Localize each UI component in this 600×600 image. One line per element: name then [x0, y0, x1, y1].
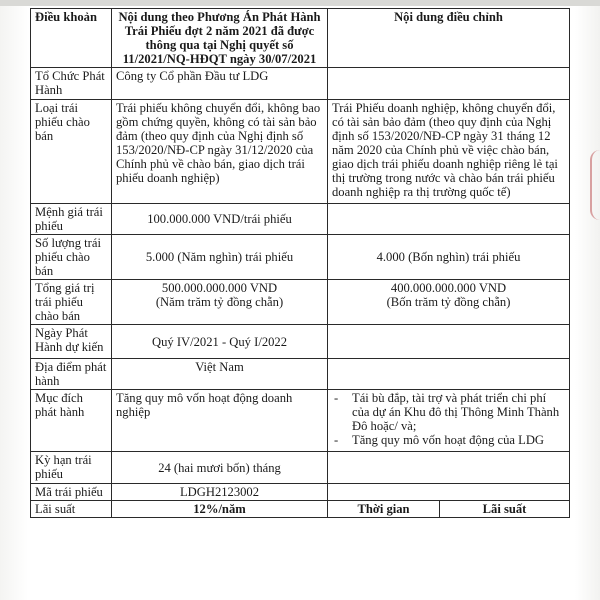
original-cell [112, 280, 328, 325]
adjusted-subheader-time: Thời gian [328, 501, 440, 518]
purpose-list [332, 391, 565, 447]
term-cell: Mã trái phiếu [31, 484, 112, 501]
list-item: - Tái bù đắp, tài trợ và phát triển chi phí của dự án Khu đô thị Thông Minh Thành Đô hoặc/ và; [332, 391, 565, 433]
original-cell: 100.000.000 VND/trái phiếu [112, 204, 328, 235]
original-amount-words: (Năm trăm tỷ đồng chẵn) [155, 295, 284, 309]
adjusted-cell [328, 359, 570, 390]
adjusted-cell [328, 68, 570, 100]
term-cell: Địa điểm phát hành [31, 359, 112, 390]
term-cell: Kỳ hạn trái phiếu [31, 452, 112, 484]
margin-stamp-mark [590, 150, 600, 220]
list-item: - Tăng quy mô vốn hoạt động của LDG [332, 433, 565, 447]
table-row [31, 235, 570, 280]
original-cell: Quý IV/2021 - Quý I/2022 [112, 325, 328, 359]
term-cell: Số lượng trái phiếu chào bán [31, 235, 112, 280]
adjusted-cell: Trái Phiếu doanh nghiệp, không chuyển đổi, có tài sản bảo đảm (theo quy định của Nghị định số 153/2020/NĐ-CP ngày 31 tháng 12 năm 2020 của Chính phủ về việc chào bán, giao dịch trái phiếu doanh nghiệp riêng lẻ tại thị trường trong nước và chào bán trái phiếu doanh nghiệp ra thị trường quốc tế) [328, 100, 570, 204]
term-cell: Loại trái phiếu chào bán [31, 100, 112, 204]
term-cell: Mệnh giá trái phiếu [31, 204, 112, 235]
table-row [31, 390, 570, 452]
adjusted-amount-words: (Bốn trăm tỷ đồng chẵn) [386, 295, 511, 309]
table-row [31, 359, 570, 390]
term-cell: Tổ Chức Phát Hành [31, 68, 112, 100]
term-cell: Mục đích phát hành [31, 390, 112, 452]
header-original-content: Nội dung theo Phương Án Phát Hành Trái Phiếu đợt 2 năm 2021 đã được thông qua tại Nghị quyết số 11/2021/NQ-HĐQT ngày 30/07/2021 [112, 9, 328, 68]
term-cell: Lãi suất [31, 501, 112, 518]
term-cell: Ngày Phát Hành dự kiến [31, 325, 112, 359]
original-amount: 500.000.000.000 VND [161, 281, 278, 295]
original-cell: 12%/năm [112, 501, 328, 518]
adjusted-cell [328, 280, 570, 325]
adjusted-cell [328, 204, 570, 235]
table-row [31, 484, 570, 501]
table-row [31, 204, 570, 235]
table-row [31, 452, 570, 484]
original-cell: Tăng quy mô vốn hoạt động doanh nghiệp [112, 390, 328, 452]
table-row [31, 68, 570, 100]
original-cell: 24 (hai mươi bốn) tháng [112, 452, 328, 484]
term-cell: Tổng giá trị trái phiếu chào bán [31, 280, 112, 325]
table-row [31, 325, 570, 359]
original-cell: Công ty Cổ phần Đầu tư LDG [112, 68, 328, 100]
table-row [31, 100, 570, 204]
adjusted-cell [328, 325, 570, 359]
adjusted-subheader-rate: Lãi suất [440, 501, 570, 518]
adjusted-cell [328, 390, 570, 452]
table-row [31, 501, 570, 518]
top-edge-shadow [0, 0, 600, 6]
adjusted-amount: 400.000.000.000 VND [390, 281, 507, 295]
header-adjusted-content: Nội dung điều chỉnh [328, 9, 570, 68]
original-cell: LDGH2123002 [112, 484, 328, 501]
adjusted-cell [328, 452, 570, 484]
original-cell: Trái phiếu không chuyển đổi, không bao gồm chứng quyền, không có tài sản bảo đảm (theo quy định của Nghị định số 153/2020/NĐ-CP ngày 31/12/2020 của Chính phủ về chào bán, giao dịch trái phiếu doanh nghiệp) [112, 100, 328, 204]
header-term: Điều khoản [31, 9, 112, 68]
original-cell: Việt Nam [112, 359, 328, 390]
original-cell: 5.000 (Năm nghìn) trái phiếu [112, 235, 328, 280]
bond-terms-table [30, 8, 570, 518]
adjusted-cell [328, 484, 570, 501]
table-header-row [31, 9, 570, 68]
table-row [31, 280, 570, 325]
adjusted-cell: 4.000 (Bốn nghìn) trái phiếu [328, 235, 570, 280]
